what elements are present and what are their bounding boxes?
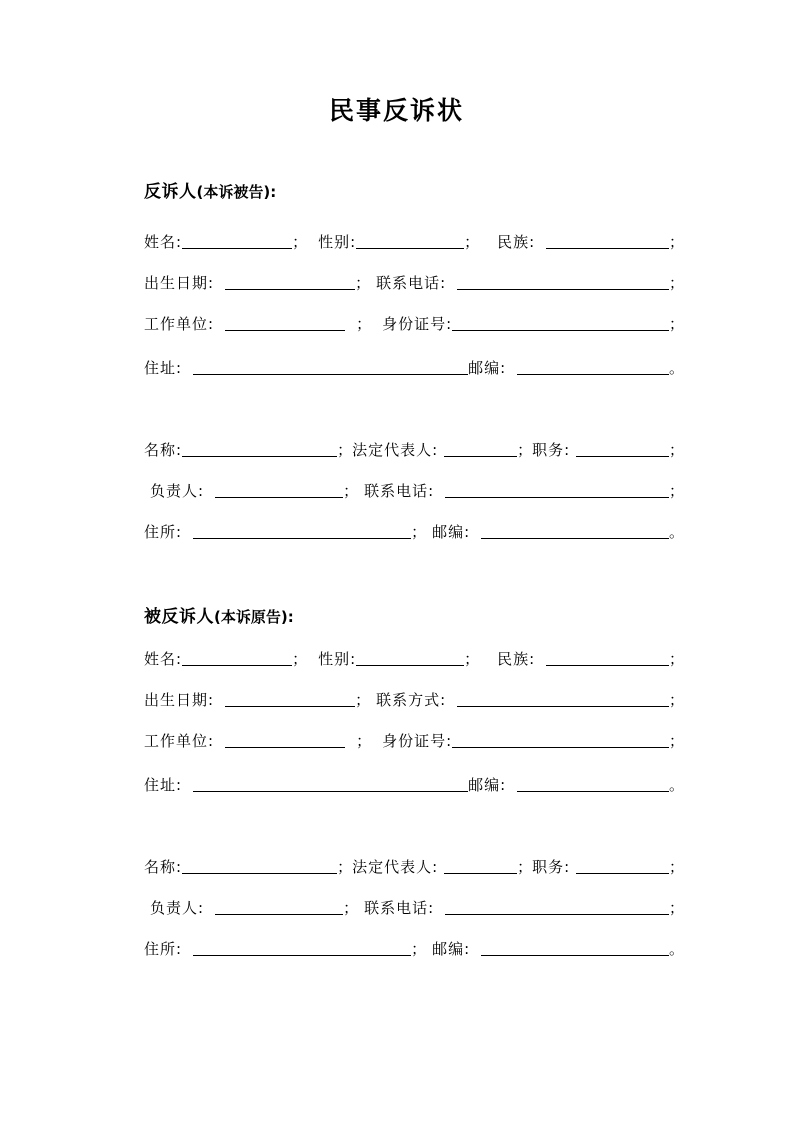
field-input-postcode[interactable] <box>517 774 669 792</box>
field-input-gender[interactable] <box>356 231 464 249</box>
field-label-postcode: 邮编: <box>432 523 471 541</box>
field-input-name[interactable] <box>182 648 292 666</box>
field-input-contact[interactable] <box>457 689 669 707</box>
field-label-gender: 性别: <box>318 233 357 251</box>
field-separator: 。 <box>668 523 684 541</box>
field-separator: ； <box>668 441 684 459</box>
field-label-principal: 负责人: <box>150 482 205 500</box>
field-label-idnumber: 身份证号: <box>382 732 453 750</box>
field-separator: ； <box>668 274 684 292</box>
field-label-birthdate: 出生日期: <box>144 274 215 292</box>
form-row <box>144 355 684 381</box>
field-separator: ； <box>337 441 353 459</box>
form-row <box>144 311 684 337</box>
party-qualifier-label: (本诉被告): <box>196 183 277 201</box>
field-label-orgname: 名称: <box>144 441 183 459</box>
form-row <box>144 936 684 962</box>
field-input-orgname[interactable] <box>182 856 337 874</box>
field-label-ethnicity: 民族: <box>497 650 536 668</box>
field-label-principal: 负责人: <box>150 899 205 917</box>
field-input-phone[interactable] <box>457 272 669 290</box>
field-separator: ； <box>343 899 359 917</box>
field-label-domicile: 住所: <box>144 940 183 958</box>
field-input-principal[interactable] <box>215 480 343 498</box>
field-separator: ； <box>355 691 371 709</box>
field-separator: ； <box>668 732 684 750</box>
field-input-birthdate[interactable] <box>225 272 355 290</box>
form-row <box>144 895 684 921</box>
field-label-position: 职务: <box>532 858 571 876</box>
field-input-gender[interactable] <box>356 648 464 666</box>
field-separator: ； <box>464 650 480 668</box>
field-input-phone[interactable] <box>445 897 669 915</box>
field-separator: ； <box>356 732 372 750</box>
field-input-orgname[interactable] <box>182 439 337 457</box>
field-separator: ； <box>668 233 684 251</box>
field-label-birthdate: 出生日期: <box>144 691 215 709</box>
form-row <box>144 519 684 545</box>
field-input-principal[interactable] <box>215 897 343 915</box>
field-label-workplace: 工作单位: <box>144 315 215 333</box>
field-label-postcode: 邮编: <box>468 776 507 794</box>
form-row <box>144 478 684 504</box>
field-input-postcode[interactable] <box>481 938 669 956</box>
field-input-position[interactable] <box>576 439 669 457</box>
form-row <box>144 687 684 713</box>
field-input-ethnicity[interactable] <box>546 648 669 666</box>
field-label-address: 住址: <box>144 359 183 377</box>
form-row <box>144 728 684 754</box>
field-label-orgname: 名称: <box>144 858 183 876</box>
field-label-phone: 联系电话: <box>364 899 435 917</box>
field-input-name[interactable] <box>182 231 292 249</box>
field-separator: ； <box>337 858 353 876</box>
field-input-workplace[interactable] <box>225 313 345 331</box>
field-label-contact: 联系方式: <box>376 691 447 709</box>
field-separator: 。 <box>668 359 684 377</box>
form-row <box>144 229 684 255</box>
form-row <box>144 646 684 672</box>
page-title: 民事反诉状 <box>328 96 464 125</box>
field-input-ethnicity[interactable] <box>546 231 669 249</box>
form-row <box>144 854 684 880</box>
field-label-domicile: 住所: <box>144 523 183 541</box>
field-label-gender: 性别: <box>318 650 357 668</box>
field-input-postcode[interactable] <box>481 521 669 539</box>
field-separator: ； <box>292 233 308 251</box>
field-label-name: 姓名: <box>144 233 183 251</box>
field-label-phone: 联系电话: <box>364 482 435 500</box>
field-input-address[interactable] <box>193 774 468 792</box>
field-input-domicile[interactable] <box>193 521 411 539</box>
field-input-phone[interactable] <box>445 480 669 498</box>
field-input-address[interactable] <box>193 357 468 375</box>
field-separator: ； <box>668 315 684 333</box>
field-separator: ； <box>343 482 359 500</box>
party-role-label: 反诉人 <box>144 182 197 202</box>
field-label-position: 职务: <box>532 441 571 459</box>
field-input-legalrep[interactable] <box>444 856 517 874</box>
field-separator: 。 <box>668 776 684 794</box>
field-input-legalrep[interactable] <box>444 439 517 457</box>
party-role-label: 被反诉人 <box>144 607 214 627</box>
field-separator: 。 <box>668 940 684 958</box>
field-label-postcode: 邮编: <box>468 359 507 377</box>
field-separator: ； <box>355 274 371 292</box>
field-input-workplace[interactable] <box>225 730 345 748</box>
field-input-birthdate[interactable] <box>225 689 355 707</box>
field-label-legalrep: 法定代表人: <box>352 441 439 459</box>
form-row <box>144 270 684 296</box>
party-qualifier-label: (本诉原告): <box>214 608 294 626</box>
form-row <box>144 772 684 798</box>
field-input-position[interactable] <box>576 856 669 874</box>
field-label-phone: 联系电话: <box>376 274 447 292</box>
field-label-legalrep: 法定代表人: <box>352 858 439 876</box>
section-heading-counterclaim-plaintiff <box>144 182 276 202</box>
field-separator: ； <box>517 441 533 459</box>
field-separator: ； <box>411 523 427 541</box>
field-separator: ； <box>668 858 684 876</box>
field-separator: ； <box>292 650 308 668</box>
form-row <box>144 437 684 463</box>
field-separator: ； <box>668 482 684 500</box>
field-label-address: 住址: <box>144 776 183 794</box>
field-input-domicile[interactable] <box>193 938 411 956</box>
field-separator: ； <box>668 691 684 709</box>
field-label-ethnicity: 民族: <box>497 233 536 251</box>
field-input-idnumber[interactable] <box>452 313 669 331</box>
field-separator: ； <box>411 940 427 958</box>
field-label-idnumber: 身份证号: <box>382 315 453 333</box>
field-input-idnumber[interactable] <box>452 730 669 748</box>
field-label-postcode: 邮编: <box>432 940 471 958</box>
section-heading-counterclaim-defendant <box>144 607 294 627</box>
field-label-workplace: 工作单位: <box>144 732 215 750</box>
field-input-postcode[interactable] <box>517 357 669 375</box>
field-separator: ； <box>668 650 684 668</box>
field-separator: ； <box>356 315 372 333</box>
field-label-name: 姓名: <box>144 650 183 668</box>
field-separator: ； <box>517 858 533 876</box>
field-separator: ； <box>668 899 684 917</box>
field-separator: ； <box>464 233 480 251</box>
